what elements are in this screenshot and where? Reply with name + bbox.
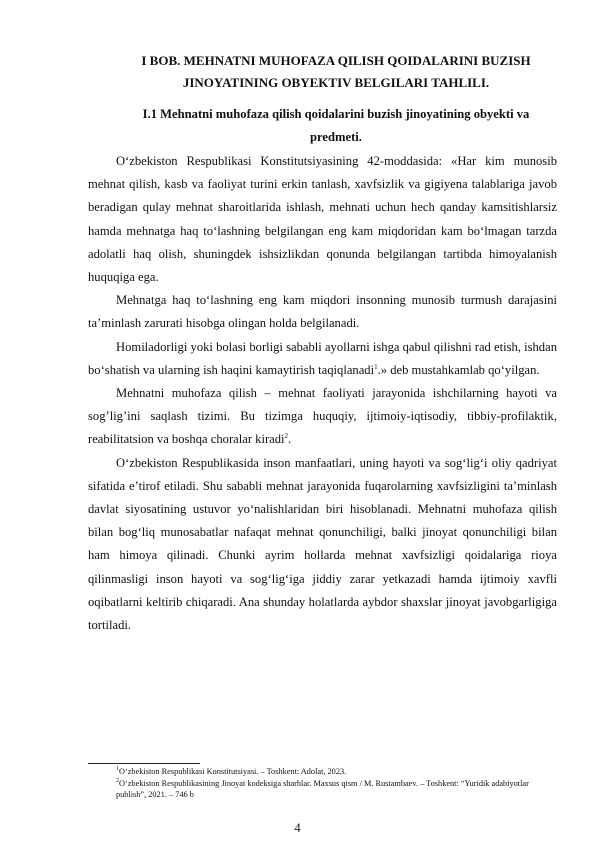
footnote-divider [88, 763, 200, 764]
paragraph-text: Homiladorligi yoki bolasi borligi sababli ayollarni ishga qabul qilishni rad etish, ishdan bo‘shatish va ularning ish haqini kamaytirish taqiqlanadi [88, 339, 557, 377]
paragraph [88, 336, 557, 382]
paragraph-tail: .» deb mustahkamlab qo‘yilgan. [377, 362, 540, 377]
page-number: 4 [294, 821, 301, 835]
footnote-mark: 2 [116, 777, 119, 784]
chapter-heading: I BOB. MEHNATNI MUHOFAZA QILISH QOIDALARINI BUZISH JINOYATINING OBYEKTIV BELGILARI TAHLILI. [141, 53, 531, 90]
body-text [88, 150, 557, 637]
paragraph: O‘zbekiston Respublikasida inson manfaatlari, uning hayoti va sog‘lig‘i oliy qadriyat sifatida e’tirof etiladi. Shu sababli mehnat jarayonida fuqarolarning xavfsizligini ta’minlash davlat siyosatining ustuvor yo‘nalishlaridan biri hisoblanadi. Mehnatni muhofaza qilish bilan bog‘liq munosabatlar nafaqat mehnat qonunchiligi, balki jinoyat qonunchiligi bilan ham himoya qilinadi. Chunki ayrim hollarda mehnat xavfsizligi qoidalariga rioya qilinmasligi inson hayoti va sog‘lig‘iga jiddiy zarar yetkazadi hamda ijtimoiy xavfli oqibatlarni keltirib chiqaradi. Ana shunday holatlarda aybdor shaxslar jinoyat javobgarligiga tortiladi. [88, 455, 557, 633]
paragraph: Mehnatga haq to‘lashning eng kam miqdori insonning munosib turmush darajasini ta’minlash zarurati hisobga olingan holda belgilanadi. [88, 293, 557, 331]
paragraph: O‘zbekiston Respublikasi Konstitutsiyasining 42-moddasida: «Har kim munosib mehnat qilish, kasb va faoliyat turini erkin tanlash, xavfsizlik va gigiyena talablariga javob beradigan qulay mehnat sharoitlarida ishlash, mehnati uchun hech qanday kamsitishlarsiz hamda mehnatga haq to‘lashning belgilangan eng kam miqdoridan kam bo‘lmagan tarzda adolatli haq olish, shuningdek ishsizlikdan qonunda belgilangan tartibda himoyalanish huquqiga ega. [88, 154, 557, 285]
footnotes [88, 766, 557, 801]
footnote-text: O‘zbekiston Respublikasining Jinoyat kodeksiga sharhlar. Maxsus qism / M. Rustambaev. – Toshkent: “Yuridik adabiyotlar publish”, 2021. – 746 b [116, 778, 529, 800]
footnote-ref[interactable]: 2 [284, 432, 289, 441]
section-heading: I.1 Mehnatni muhofaza qilish qoidalarini buzish jinoyatining obyekti va predmeti. [142, 107, 530, 144]
footnote-ref[interactable]: 1 [374, 362, 378, 371]
paragraph [88, 382, 557, 452]
footnote [88, 778, 557, 801]
footnote [88, 766, 557, 778]
paragraph-text: Mehnatni muhofaza qilish – mehnat faoliyati jarayonida ishchilarning hayoti va sog’lig’ini saqlash tizimi. Bu tizimga huquqiy, ijtimoiy-iqtisodiy, tibbiy-profilaktik, reabilitatsion va boshqa choralar kiradi [88, 386, 557, 447]
footnote-mark: 1 [116, 766, 119, 773]
footnote-text: O‘zbekiston Respublikasi Konstitutsiyasi. – Toshkent: Adolat, 2023. [119, 767, 347, 776]
paragraph-tail: . [288, 432, 292, 447]
